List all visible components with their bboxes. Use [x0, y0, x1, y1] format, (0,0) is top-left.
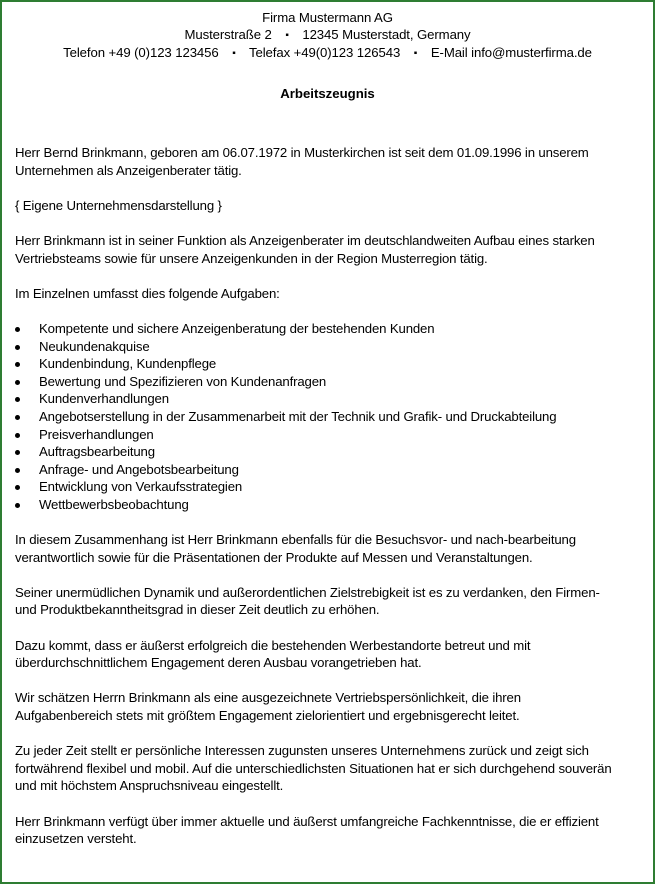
- bullet-icon: [15, 362, 20, 367]
- letterhead: [2, 2, 653, 62]
- bullet-icon: [15, 468, 20, 473]
- bullet-icon: [15, 450, 20, 455]
- bullet-icon: [15, 327, 20, 332]
- email: E-Mail info@musterfirma.de: [430, 45, 592, 60]
- list-item: [15, 496, 613, 514]
- list-item: [15, 443, 613, 461]
- list-item: [15, 338, 613, 356]
- tasks-intro: Im Einzelnen umfasst dies folgende Aufgaben:: [15, 285, 280, 301]
- bullet-icon: [15, 397, 20, 402]
- list-item: [15, 390, 613, 408]
- list-item-text: Bewertung und Spezifizieren von Kundenanfragen: [39, 373, 327, 389]
- list-item-text: Kompetente und sichere Anzeigenberatung der bestehenden Kunden: [39, 320, 435, 336]
- list-item-text: Preisverhandlungen: [39, 426, 154, 442]
- list-item-text: Kundenverhandlungen: [39, 391, 169, 407]
- list-item-text: Anfrage- und Angebotsbearbeitung: [39, 461, 239, 477]
- bullet-icon: [15, 433, 20, 438]
- list-item: [15, 461, 613, 479]
- list-item: [15, 320, 613, 338]
- fax: Telefax +49(0)123 126543: [249, 45, 401, 60]
- contact-line: [2, 44, 653, 62]
- separator-icon: ▪: [232, 48, 236, 59]
- body-paragraph: In diesem Zusammenhang ist Herr Brinkmann ebenfalls für die Besuchsvor- und nach-bearbeitung verantwortlich sowie für die Präsentationen der Produkte auf Messen und Veranstaltungen.: [15, 532, 576, 565]
- body-paragraph: Herr Brinkmann verfügt über immer aktuelle und äußerst umfangreiche Fachkenntnisse, die er effizient einzusetzen versteht.: [15, 813, 599, 847]
- bullet-icon: [15, 503, 20, 508]
- list-item: [15, 478, 613, 496]
- list-item-text: Wettbewerbsbeobachtung: [39, 496, 189, 512]
- body-paragraph: Zu jeder Zeit stellt er persönliche Interessen zugunsten unseres Unternehmens zurück und zeigt sich fortwährend flexibel und mobil. Auf die unterschiedlichsten Situationen hat er sich durchgehend souverän und mit höchstem Anspruchsniveau eingestellt.: [15, 743, 612, 794]
- placeholder-paragraph: { Eigene Unternehmensdarstellung }: [15, 197, 222, 213]
- document-title: Arbeitszeugnis: [280, 86, 375, 101]
- list-item-text: Kundenbindung, Kundenpflege: [39, 356, 217, 372]
- intro-paragraph: Herr Bernd Brinkmann, geboren am 06.07.1972 in Musterkirchen ist seit dem 01.09.1996 in unserem Unternehmen als Anzeigenberater tätig.: [15, 145, 589, 178]
- body-paragraph: Wir schätzen Herrn Brinkmann als eine ausgezeichnete Vertriebspersönlichkeit, die ihren Aufgabenbereich stets mit größtem Engagement zielorientiert und ergebnisgerecht leitet.: [15, 690, 521, 723]
- task-list: [15, 320, 613, 514]
- list-item-text: Entwicklung von Verkaufsstrategien: [39, 479, 243, 495]
- phone: Telefon +49 (0)123 123456: [63, 45, 219, 60]
- bullet-icon: [15, 485, 20, 490]
- bullet-icon: [15, 380, 20, 385]
- document-body: [15, 144, 613, 865]
- list-item-text: Angebotserstellung in der Zusammenarbeit mit der Technik und Grafik- und Druckabteilung: [39, 408, 557, 424]
- bullet-icon: [15, 345, 20, 350]
- list-item: [15, 355, 613, 373]
- list-item: [15, 373, 613, 391]
- body-paragraph: Seiner unermüdlichen Dynamik und außerordentlichen Zielstrebigkeit ist es zu verdanken, den Firmen- und Produktbekanntheitsgrad in dieser Zeit deutlich zu erhöhen.: [15, 584, 600, 618]
- separator-icon: ▪: [413, 48, 418, 59]
- list-item: [15, 408, 613, 426]
- list-item-text: Neukundenakquise: [39, 338, 150, 354]
- body-paragraph: Dazu kommt, dass er äußerst erfolgreich die bestehenden Werbestandorte betreut und mit überdurchschnittlichem Engagement deren Ausbau vorangetrieben hat.: [15, 637, 531, 671]
- city: 12345 Musterstadt, Germany: [302, 27, 471, 42]
- company-name: Firma Mustermann AG: [262, 10, 393, 25]
- list-item-text: Auftragsbearbeitung: [39, 444, 155, 460]
- street: Musterstraße 2: [184, 27, 272, 42]
- list-item: [15, 426, 613, 444]
- bullet-icon: [15, 415, 20, 420]
- function-paragraph: Herr Brinkmann ist in seiner Funktion als Anzeigenberater im deutschlandweiten Aufbau eines starken Vertriebsteams sowie für unsere Anzeigenkunden in der Region Musterregion tätig.: [15, 232, 595, 266]
- address-line: [2, 26, 653, 44]
- separator-icon: ▪: [285, 30, 289, 41]
